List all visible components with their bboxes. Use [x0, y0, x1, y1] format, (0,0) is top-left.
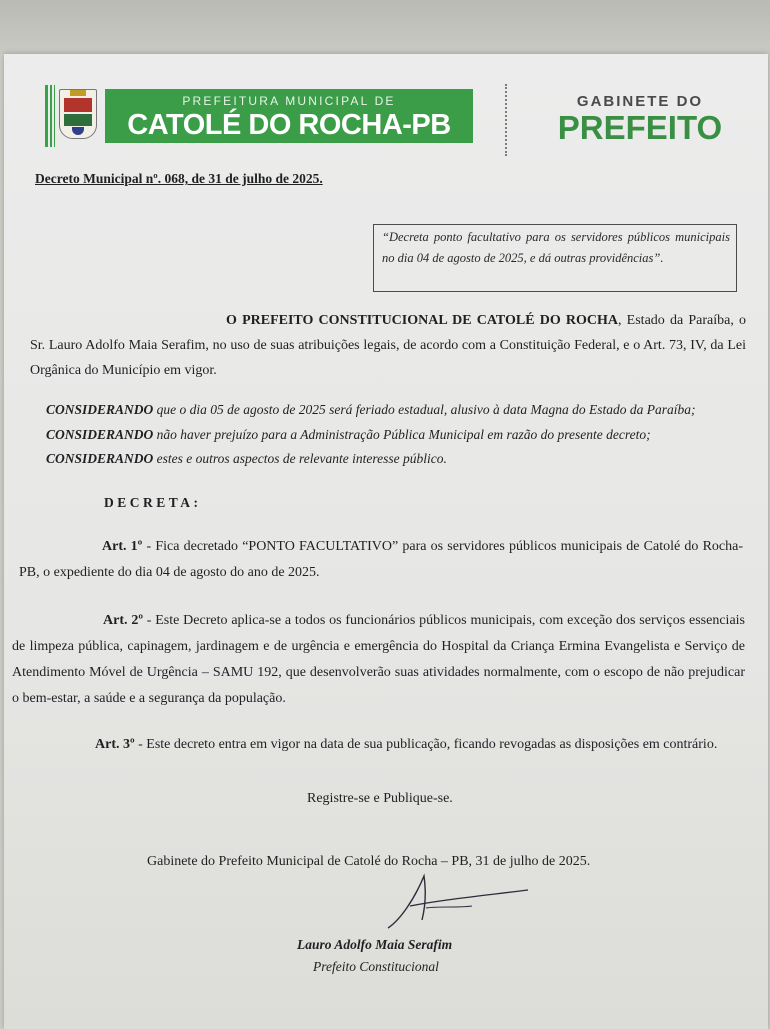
article-label: Art. 3º — [95, 737, 135, 752]
municipality-name: CATOLÉ DO ROCHA-PB — [127, 109, 451, 141]
place-and-date: Gabinete do Prefeito Municipal de Catolé do Rocha – PB, 31 de julho de 2025. — [147, 854, 591, 869]
considerando-text: não haver prejuízo para a Administração Pública Municipal em razão do presente decreto; — [153, 427, 651, 442]
header-divider — [505, 84, 507, 156]
considerando-label: CONSIDERANDO — [46, 451, 154, 466]
preamble-heading: O PREFEITO CONSTITUCIONAL DE CATOLÉ DO ROCHA — [226, 313, 618, 328]
article-text: - Este Decreto aplica-se a todos os funcionários públicos municipais, com exceção dos serviços essenciais de limpeza pública, capinagem, jardinagem e de urgência e emergência do Hospital da Criança Ermina Evangelista e Serviço de Atendimento Móvel de Urgência – SAMU 192, que desenvolverão suas atividades normalmente, com o escopo de não prejudicar o bem-estar, a saúde e a segurança da população. — [12, 613, 745, 706]
municipality-banner — [105, 89, 473, 143]
considerando-label: CONSIDERANDO — [46, 402, 154, 417]
logo-stripes — [45, 85, 55, 147]
article-3 — [95, 736, 717, 754]
considerando-text: que o dia 05 de agosto de 2025 será feriado estadual, alusivo à data Magna do Estado da Paraíba; — [153, 402, 696, 417]
coat-of-arms-icon — [59, 89, 97, 139]
preamble-text: , Estado da Paraíba, o Sr. Lauro Adolfo Maia Serafim, no uso de suas atribuições legais, de acordo com a Constituição Federal, e o Art. 73, IV, da Lei Orgânica do Município em vigor. — [30, 313, 746, 378]
handwritten-signature — [380, 870, 540, 940]
article-1 — [19, 534, 743, 586]
closing-line: Registre-se e Publique-se. — [307, 791, 453, 806]
decreta-heading: DECRETA: — [104, 495, 202, 510]
considerando-1 — [46, 402, 696, 418]
considerando-text: estes e outros aspectos de relevante interesse público. — [153, 451, 447, 466]
signatory-title: Prefeito Constitucional — [313, 959, 439, 974]
considerando-2 — [46, 427, 651, 443]
decree-number: Decreto Municipal nº. 068, de 31 de julho de 2025. — [35, 171, 323, 186]
signatory-name: Lauro Adolfo Maia Serafim — [297, 937, 453, 952]
article-label: Art. 1º — [102, 539, 143, 554]
article-label: Art. 2º — [103, 613, 143, 628]
considerando-label: CONSIDERANDO — [46, 427, 154, 442]
article-text: - Este decreto entra em vigor na data de sua publicação, ficando revogadas as disposições em contrário. — [134, 737, 718, 752]
considerando-3 — [46, 451, 447, 467]
municipality-label: PREFEITURA MUNICIPAL DE — [182, 94, 396, 108]
article-text: - Fica decretado “PONTO FACULTATIVO” para os servidores públicos municipais de Catolé do Rocha-PB, o expediente do dia 04 de agosto do ano de 2025. — [19, 539, 744, 580]
background-surface — [0, 0, 770, 54]
article-2 — [12, 608, 745, 712]
municipal-logo — [45, 85, 475, 147]
office-line1: GABINETE DO — [576, 93, 704, 110]
office-line2: PREFEITO — [557, 109, 723, 146]
decree-summary-box: “Decreta ponto facultativo para os servidores públicos municipais no dia 04 de agosto de 2025, e dá outras providências”. — [373, 224, 737, 292]
office-logo — [530, 93, 750, 146]
preamble-paragraph — [30, 308, 746, 383]
